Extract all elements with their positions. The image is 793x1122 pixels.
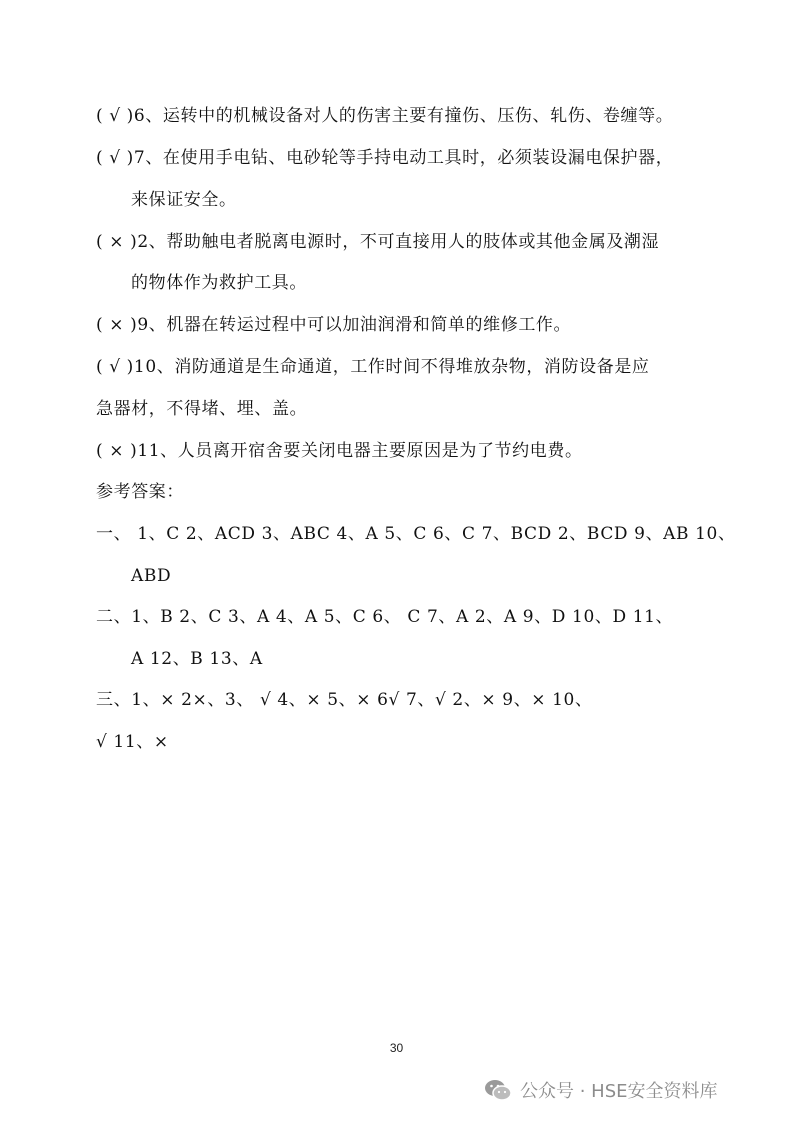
answer-line: 一、 1、C 2、ACD 3、ABC 4、A 5、C 6、C 7、BCD 2、BCD 9、AB 10、 [96,524,736,544]
text-line: 急器材，不得堵、埋、盖。 [96,399,308,419]
wechat-icon [484,1078,512,1102]
watermark-text: 公众号 · HSE安全资料库 [520,1081,718,1102]
page-number: 30 [389,1041,404,1055]
text-line: ( × )11、人员离开宿舍要关闭电器主要原因是为了节约电费。 [96,441,583,461]
text-line: ( × )9、机器在转运过程中可以加油润滑和简单的维修工作。 [96,315,572,335]
text-line: ( × )2、帮助触电者脱离电源时，不可直接用人的肢体或其他金属及潮湿 [96,232,660,252]
answer-line: √ 11、× [96,732,169,752]
answer-line: ABD [131,566,172,586]
text-line: 的物体作为救护工具。 [131,273,307,293]
section-heading: 参考答案： [96,482,184,502]
text-line: ( √ )7、在使用手电钻、电砂轮等手持电动工具时，必须装设漏电保护器， [96,148,674,168]
text-line: ( √ )6、运转中的机械设备对人的伤害主要有撞伤、压伤、轧伤、卷缠等。 [96,106,674,126]
answer-line: 三、1、× 2×、3、 √ 4、× 5、× 6√ 7、√ 2、× 9、× 10、 [96,690,593,710]
text-line: ( √ )10、消防通道是生命通道，工作时间不得堆放杂物，消防设备是应 [96,357,650,377]
answer-line: 二、1、B 2、C 3、A 4、A 5、C 6、 C 7、A 2、A 9、D 10、D 11、 [96,607,674,627]
text-line: 来保证安全。 [131,190,237,210]
answer-line: A 12、B 13、A [131,649,263,669]
watermark [484,1075,784,1105]
